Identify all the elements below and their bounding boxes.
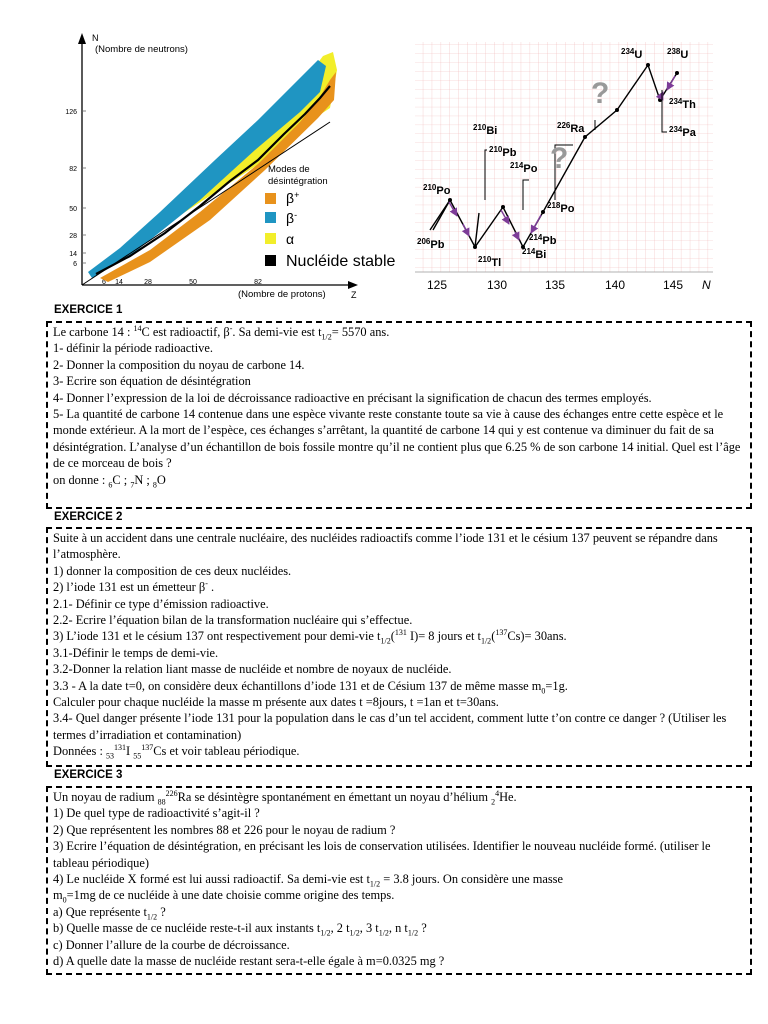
label-po210: $^{210}$Po — [423, 183, 451, 197]
legend-beta-minus-swatch — [265, 212, 276, 223]
label-po214: $^{214}$Po — [510, 161, 538, 175]
exercise-1-title: EXERCICE 1 — [54, 304, 123, 316]
ex3-qd: d) A quelle date la masse de nucléide restant sera-t-elle égale à m=0.0325 mg ? — [53, 954, 445, 969]
x-tick-82: 82 — [254, 279, 262, 286]
label-u234: $^{234}$U — [621, 47, 643, 61]
y-tick-82: 82 — [69, 166, 77, 173]
figures-area — [0, 0, 768, 305]
ex2-q3: 3) L’iode 131 et le césium 137 ont respectivement pour demi-vie $t_{1/2}(^{131}$ I)= 8 jours et $t_{1/2}(^{137}Cs)= 30ans$. — [53, 628, 567, 646]
legend-alpha: α — [286, 231, 295, 247]
ex2-q22: 2.2- Ecrire l’équation bilan de la transformation nucléaire qui s’effectue. — [53, 613, 413, 628]
decay-x-label: N — [702, 278, 711, 292]
label-u238: $^{238}$U — [667, 47, 689, 61]
legend-title-1: Modes de — [268, 164, 310, 175]
ex3-q3: 3) Ecrire l’équation de désintégration, en précisant les lois de conservation utilisées. Identifier le nouveau nucléide formé. (utiliser le tableau périodique) — [53, 839, 711, 870]
ex2-q34: 3.4- Quel danger présente l’iode 131 pour la population dans le cas d’un tel accident, comment lutte t’on contre ce danger ? (Utiliser les termes d’irradiation et contamination) — [53, 711, 727, 742]
x-tick-145: 145 — [662, 278, 684, 292]
y-tick-6: 6 — [73, 261, 77, 268]
x-tick-28: 28 — [144, 279, 152, 286]
label-tl210: $^{210}$Tl — [478, 255, 502, 269]
segre-y-arrow — [78, 33, 86, 44]
ex2-q32: 3.2-Donner la relation liant masse de nucléide et nombre de noyaux de nucléide. — [53, 662, 452, 677]
ex2-q33-calc: Calculer pour chaque nucléide la masse m présente aux dates t =8jours, t =1an et t=30ans. — [53, 695, 499, 710]
ex1-q5: 5- La quantité de carbone 14 contenue dans une espèce vivante reste constante toute sa vie à cause des échanges entre cette espèce et le monde extérieur. A la mort de l’espèce, ces échanges s’arrêtant, la quantité de carbone 14 qui y est contenue va diminuer du fait de sa désintégration. L’analyse d’un échantillon de bois fossile montre qu’il ne contient plus que 6.25 % de son carbone 14 initial. Quel est l’âge de ce morceau de bois ? — [53, 407, 741, 471]
x-tick-140: 140 — [604, 278, 626, 292]
label-bi210: $^{210}$Bi — [473, 123, 498, 137]
label-bi214: $^{214}$Bi — [522, 247, 547, 261]
exercise-3-title: EXERCICE 3 — [54, 769, 123, 781]
legend-alpha-swatch — [265, 233, 276, 244]
x-tick-135: 135 — [544, 278, 566, 292]
ex1-q3: 3- Ecrire son équation de désintégration — [53, 374, 251, 389]
segre-y-ticks — [65, 109, 77, 268]
x-tick-50: 50 — [189, 279, 197, 286]
legend-beta-plus: β+ — [286, 190, 300, 206]
y-tick-50: 50 — [69, 206, 77, 213]
segre-chart — [0, 0, 400, 305]
ex3-q4-mass: $m_0=1mg$ de ce nucléide à une date choisie comme origine des temps. — [53, 888, 395, 905]
label-pb214: $^{214}$Pb — [529, 233, 557, 247]
exercise-1-box — [46, 321, 752, 509]
ex2-data: Données : $_{53}^{131}$I $_{55}^{137}$Cs et voir tableau périodique. — [53, 743, 300, 761]
label-pb210: $^{210}$Pb — [489, 145, 517, 159]
legend-stable-swatch — [265, 255, 276, 266]
question-mark-1: ? — [591, 77, 610, 110]
x-tick-14: 14 — [115, 279, 123, 286]
segre-x-label: Z — [351, 290, 357, 300]
exercise-2-title: EXERCICE 2 — [54, 511, 123, 523]
ex3-q1: 1) De quel type de radioactivité s’agit-il ? — [53, 806, 260, 821]
ex2-q21: 2.1- Définir ce type d’émission radioactive. — [53, 596, 269, 611]
y-tick-28: 28 — [69, 233, 77, 240]
ex3-q2: 2) Que représentent les nombres 88 et 226 pour le noyau de radium ? — [53, 822, 396, 837]
exercise-3-box — [46, 786, 752, 975]
ex3-q4: 4) Le nucléide X formé est lui aussi radioactif. Sa demi-vie est $t_{1/2} = 3.8$ jours. On considère une masse — [53, 872, 563, 889]
exercise-2-box — [46, 527, 752, 767]
label-po218: $^{218}$Po — [547, 201, 575, 215]
legend-stable: Nucléide stable — [286, 253, 396, 270]
ex2-q1: 1) donner la composition de ces deux nucléides. — [53, 563, 292, 578]
ex3-qb: b) Quelle masse de ce nucléide reste-t-il aux instants $t_{1/2}$, 2 $t_{1/2}$, 3 $t_{1/2}$, n $t_{1/2}$ ? — [53, 921, 427, 938]
ex2-q33: 3.3 - A la date t=0, on considère deux échantillons d’iode 131 et de Césium 137 de même masse $m_0=1g$. — [53, 678, 568, 696]
segre-y-label: N — [92, 33, 99, 43]
ex1-q2: 2- Donner la composition du noyau de carbone 14. — [53, 357, 305, 372]
legend-beta-minus: β- — [286, 210, 298, 226]
decay-chain-chart — [405, 0, 715, 305]
ex3-qc: c) Donner l’allure de la courbe de décroissance. — [53, 937, 290, 952]
segre-x-arrow — [348, 281, 358, 289]
segre-x-title: (Nombre de protons) — [238, 289, 326, 300]
ex3-intro: Un noyau de radium $_{88}^{226}$Ra se désintègre spontanément en émettant un noyau d’hélium $_2^4$He. — [53, 788, 517, 807]
ex1-intro: Le carbone 14 : $^{14}$C est radioactif, β-. Sa demi-vie est $t_{1/2}= 5570$ ans. — [53, 323, 390, 342]
ex2-q31: 3.1-Définir le temps de demi-vie. — [53, 645, 219, 660]
x-tick-130: 130 — [486, 278, 508, 292]
ex1-q4: 4- Donner l’expression de la loi de décroissance radioactive en précisant la signification de chacun des termes employés. — [53, 390, 652, 405]
y-tick-126: 126 — [65, 109, 77, 116]
legend-beta-plus-swatch — [265, 193, 276, 204]
label-th234: $^{234}$Th — [669, 97, 696, 111]
ex1-data: on donne : $_6$C ; $_7$N ; $_8$O — [53, 472, 166, 490]
question-mark-2: ? — [550, 142, 569, 175]
ex1-q1: 1- définir la période radioactive. — [53, 341, 213, 356]
x-tick-6: 6 — [102, 279, 106, 286]
label-pa234: $^{234}$Pa — [669, 125, 696, 139]
ex2-q2: 2) l’iode 131 est un émetteur β- . — [53, 579, 215, 595]
label-pb206: $^{206}$Pb — [417, 237, 445, 251]
x-tick-125: 125 — [426, 278, 448, 292]
y-tick-14: 14 — [69, 251, 77, 258]
segre-y-title: (Nombre de neutrons) — [95, 44, 188, 55]
legend-title-2: désintégration — [268, 176, 328, 187]
ex3-qa: a) Que représente $t_{1/2}$ ? — [53, 904, 166, 922]
label-ra226: $^{226}$Ra — [557, 121, 585, 135]
ex2-intro: Suite à un accident dans une centrale nucléaire, des nucléides radioactifs comme l’iode 131 et le césium 137 peuvent se répandre dans l’atmosphère. — [53, 531, 718, 562]
decay-x-ticks — [427, 278, 683, 292]
